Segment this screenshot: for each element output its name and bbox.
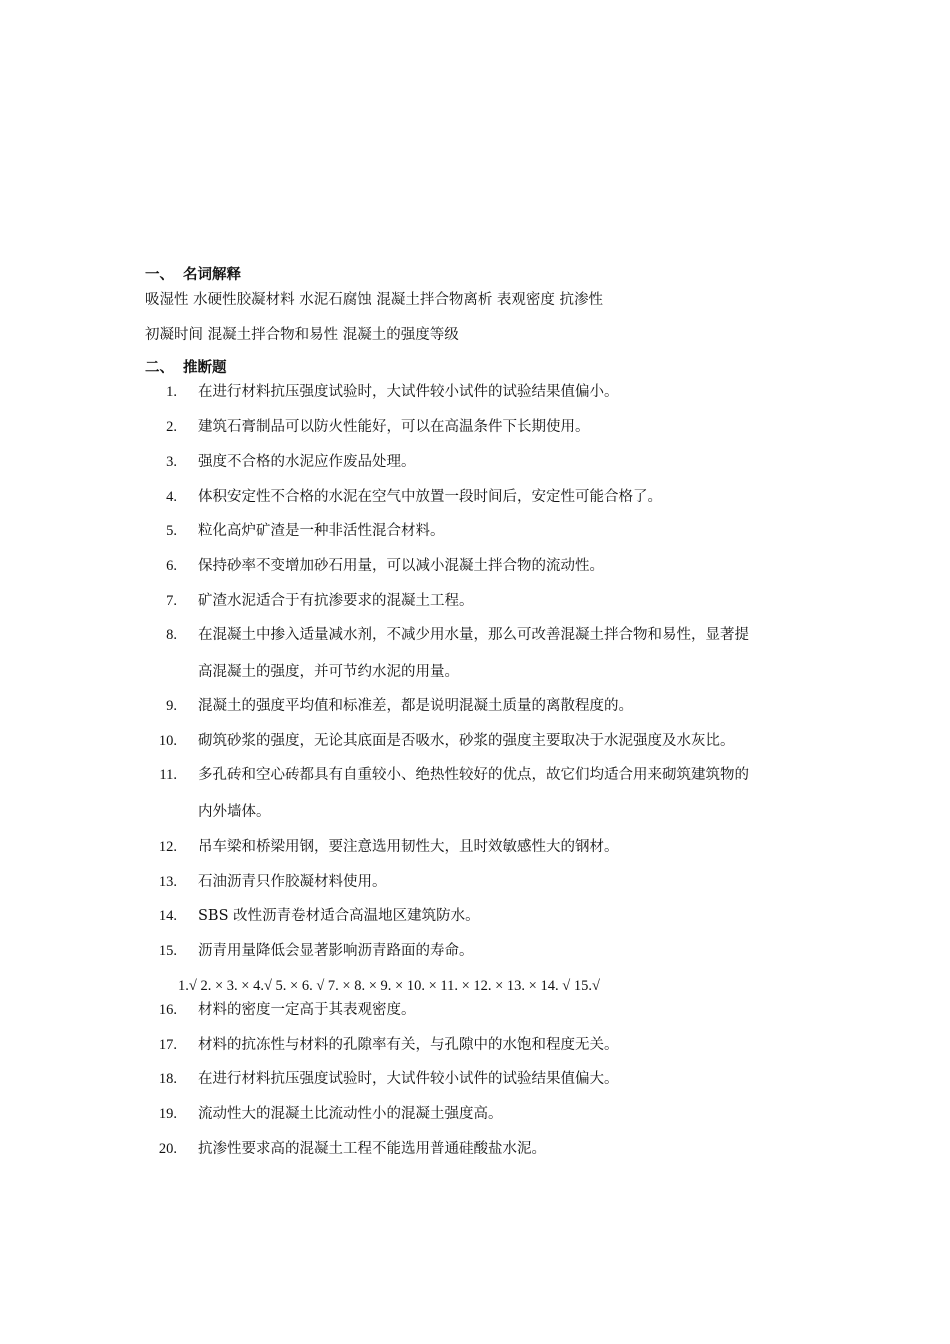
item-text: 高混凝土的强度，并可节约水泥的用量。 — [198, 664, 459, 680]
terms-line-1: 吸湿性 水硬性胶凝材料 水泥石腐蚀 混凝土拌合物离析 表观密度 抗渗性 — [145, 292, 604, 308]
item-number: 17. — [158, 1037, 177, 1053]
section-title: 名词解释 — [183, 266, 241, 283]
item-text: 在进行材料抗压强度试验时，大试件较小试件的试验结果值偏大。 — [198, 1071, 619, 1087]
item-text: 在进行材料抗压强度试验时，大试件较小试件的试验结果值偏小。 — [198, 384, 619, 400]
section-heading-terms — [145, 265, 241, 285]
item-number: 20. — [158, 1141, 177, 1157]
item-text: 矿渣水泥适合于有抗渗要求的混凝土工程。 — [198, 593, 474, 609]
item-number: 12. — [158, 839, 177, 855]
item-number: 2. — [166, 419, 177, 435]
item-number: 1. — [166, 384, 177, 400]
terms-line-2: 初凝时间 混凝土拌合物和易性 混凝土的强度等级 — [145, 327, 459, 343]
item-text: 沥青用量降低会显著影响沥青路面的寿命。 — [198, 943, 474, 959]
item-number: 4. — [166, 489, 177, 505]
item-text: 内外墙体。 — [198, 804, 271, 820]
item-number: 16. — [158, 1002, 177, 1018]
item-text: 粒化高炉矿渣是一种非活性混合材料。 — [198, 523, 445, 539]
item-text: 材料的密度一定高于其表观密度。 — [198, 1002, 416, 1018]
item-text: 材料的抗冻性与材料的孔隙率有关，与孔隙中的水饱和程度无关。 — [198, 1037, 619, 1053]
item-number: 8. — [166, 627, 177, 643]
item-text: 多孔砖和空心砖都具有自重较小、绝热性较好的优点，故它们均适合用来砌筑建筑物的 — [198, 767, 749, 783]
section-title: 推断题 — [183, 359, 227, 376]
item-number: 18. — [158, 1071, 177, 1087]
answer-key: 1.√ 2. × 3. × 4.√ 5. × 6. √ 7. × 8. × 9. × 10. × 11. × 12. × 13. × 14. √ 15.√ — [178, 978, 600, 994]
item-number: 14. — [158, 908, 177, 924]
item-number: 6. — [166, 558, 177, 574]
item-number: 10. — [158, 733, 177, 749]
item-number: 3. — [166, 454, 177, 470]
item-text: 强度不合格的水泥应作废品处理。 — [198, 454, 416, 470]
item-text: 砌筑砂浆的强度，无论其底面是否吸水，砂浆的强度主要取决于水泥强度及水灰比。 — [198, 733, 735, 749]
section-heading-judgement — [145, 358, 227, 378]
item-number: 9. — [166, 698, 177, 714]
item-number: 5. — [166, 523, 177, 539]
item-text: 建筑石膏制品可以防火性能好，可以在高温条件下长期使用。 — [198, 419, 590, 435]
section-number: 二、 — [145, 359, 174, 376]
item-number: 19. — [158, 1106, 177, 1122]
item-number: 13. — [158, 874, 177, 890]
item-number: 7. — [166, 593, 177, 609]
item-text: 保持砂率不变增加砂石用量，可以减小混凝土拌合物的流动性。 — [198, 558, 604, 574]
item-text: 石油沥青只作胶凝材料使用。 — [198, 874, 387, 890]
item-text: 吊车梁和桥梁用钢，要注意选用韧性大，且时效敏感性大的钢材。 — [198, 839, 619, 855]
item-text: 流动性大的混凝土比流动性小的混凝土强度高。 — [198, 1106, 503, 1122]
item-number: 15. — [158, 943, 177, 959]
item-text: 在混凝土中掺入适量减水剂，不减少用水量，那么可改善混凝土拌合物和易性，显著提 — [198, 627, 749, 643]
item-text: 抗渗性要求高的混凝土工程不能选用普通硅酸盐水泥。 — [198, 1141, 546, 1157]
item-text: 混凝土的强度平均值和标准差，都是说明混凝土质量的离散程度的。 — [198, 698, 633, 714]
item-number: 11. — [159, 767, 177, 783]
item-text: 体积安定性不合格的水泥在空气中放置一段时间后，安定性可能合格了。 — [198, 489, 662, 505]
item-text: SBS 改性沥青卷材适合高温地区建筑防水。 — [198, 908, 480, 924]
section-number: 一、 — [145, 266, 174, 283]
